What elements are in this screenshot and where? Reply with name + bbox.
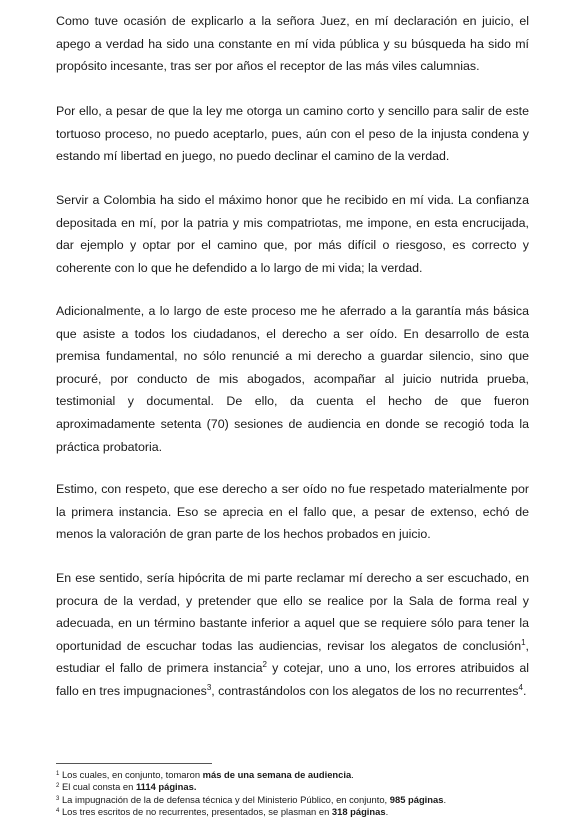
footnote-4-end: . — [385, 806, 389, 817]
paragraph-6-part2: , estudiar el fallo de primera instancia — [56, 638, 529, 676]
footnote-3-end: . — [443, 794, 447, 805]
footnote-4-text: Los tres escritos de no recurrentes, presentados, se plasman en — [61, 806, 332, 817]
footnote-ref-4: 4 — [518, 682, 523, 692]
paragraph-6-part5: . — [522, 683, 527, 698]
footnote-ref-2: 2 — [262, 660, 267, 670]
footnote-1-number: 1 — [56, 771, 60, 777]
footnote-3-bold: 985 páginas — [389, 794, 444, 805]
footnote-4-number: 4 — [56, 808, 60, 814]
paragraph-1: Como tuve ocasión de explicarlo a la señora Juez, en mí declaración en juicio, el apego a verdad ha sido una constante en mí vida pública y su búsqueda ha sido mí propósito incesante, tras ser por años el receptor de las más viles calumnias. — [56, 14, 529, 74]
paragraph-6-part1: En ese sentido, sería hipócrita de mi parte reclamar mí derecho a ser escuchado, en procura de la verdad, y pretender que ello se realice por la Sala de forma real y adecuada, en un término bastante inferior a aquel que se requiere sólo para tener la oportunidad de escuchar todas las audiencias, revisar los alegatos de conclusión — [56, 571, 529, 653]
footnote-1-text: Los cuales, en conjunto, tomaron — [61, 769, 203, 780]
footnote-1-bold: más de una semana de audiencia — [202, 769, 352, 780]
footnote-4-bold: 318 páginas — [331, 806, 386, 817]
footnote-3-text: La impugnación de la de defensa técnica y del Ministerio Público, en conjunto, — [61, 794, 390, 805]
footnote-ref-1: 1 — [521, 637, 526, 647]
paragraph-6-part4: , contrastándolos con los alegatos de los no recurrentes — [211, 683, 519, 698]
paragraph-5: Estimo, con respeto, que ese derecho a ser oído no fue respetado materialmente por la primera instancia. Eso se aprecia en el fallo que, a pesar de extenso, echó de menos la valoración de gran parte de los hechos probados en juicio. — [56, 482, 529, 542]
footnote-1 — [56, 769, 529, 780]
footnote-2 — [56, 781, 529, 792]
paragraph-2: Por ello, a pesar de que la ley me otorga un camino corto y sencillo para salir de este tortuoso proceso, no puedo aceptarlo, pues, aún con el peso de la injusta condena y estando mí libertad en juego, no puedo declinar el camino de la verdad. — [56, 104, 529, 164]
paragraph-6 — [56, 567, 529, 703]
footnote-3-number: 3 — [56, 796, 60, 802]
footnote-4 — [56, 806, 529, 817]
paragraph-3: Servir a Colombia ha sido el máximo honor que he recibido en mí vida. La confianza depositada en mí, por la patria y mis compatriotas, me impone, en esta encrucijada, dar ejemplo y optar por el camino que, por más difícil o riesgoso, es correcto y coherente con lo que he defendido a lo largo de mi vida; la verdad. — [56, 193, 529, 275]
footnote-2-text: El cual consta en — [61, 781, 136, 792]
paragraph-4: Adicionalmente, a lo largo de este proceso me he aferrado a la garantía más básica que asiste a todos los ciudadanos, el derecho a ser oído. En desarrollo de esta premisa fundamental, no sólo renuncié a mi derecho a guardar silencio, sino que procuré, por conducto de mis abogados, acompañar al juicio nutrida prueba, testimonial y documental. De ello, da cuenta el hecho de que fueron aproximadamente setenta (70) sesiones de audiencia en donde se recogió toda la práctica probatoria. — [56, 304, 529, 454]
footnote-separator — [56, 763, 212, 764]
footnote-3 — [56, 794, 529, 805]
footnote-ref-3: 3 — [206, 682, 212, 692]
footnote-2-bold: 1114 páginas. — [135, 781, 197, 792]
paragraph-6-part3: y cotejar, uno a uno, los errores atribuidos al fallo en tres impugnaciones — [56, 661, 529, 698]
footnote-2-number: 2 — [56, 783, 60, 789]
footnote-1-end: . — [351, 769, 354, 780]
